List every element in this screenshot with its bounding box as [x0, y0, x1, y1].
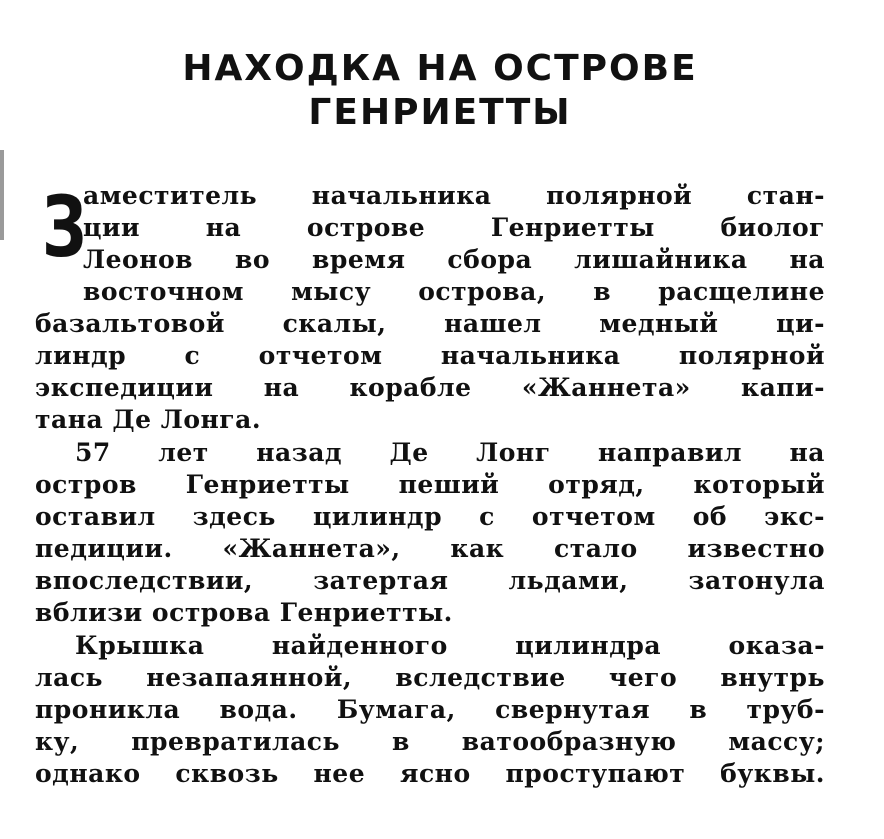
paragraph-line: оставил здесь цилиндр с отчетом об экс-: [35, 502, 825, 531]
paragraph-line: лась незапаянной, вследствие чего внутрь: [35, 663, 825, 692]
paragraph-line: впоследствии, затертая льдами, затонула: [35, 566, 825, 595]
paragraph-line: 57 лет назад Де Лонг направил на: [75, 438, 825, 467]
paragraph-line: тана Де Лонга.: [35, 405, 262, 434]
headline-line-1: НАХОДКА НА ОСТРОВЕ: [182, 48, 698, 89]
paragraph-line: педиции. «Жаннета», как стало известно: [35, 534, 825, 563]
paragraph-line: остров Генриетты пеший отряд, который: [35, 470, 825, 499]
paragraph-line: аместитель начальника полярной стан-: [83, 181, 825, 210]
paragraph-line: линдр с отчетом начальника полярной: [35, 341, 825, 370]
paragraph-line: однако сквозь нее ясно проступают буквы.: [35, 759, 825, 788]
paragraph-2: [35, 437, 825, 629]
page-edge-mark: [0, 150, 4, 240]
paragraph-3: [35, 630, 825, 790]
drop-cap: З: [42, 178, 87, 276]
paragraph-line: базальтовой скалы, нашел медный ци-: [35, 309, 825, 338]
paragraph-1: [35, 180, 825, 436]
headline-line-2: ГЕНРИЕТТЫ: [308, 92, 572, 133]
paragraph-line: вблизи острова Генриетты.: [35, 598, 453, 627]
paragraph-line: ку, превратилась в ватообразную массу;: [35, 727, 825, 756]
paragraph-line: Леонов во время сбора лишайника на: [83, 245, 825, 274]
paragraph-line: Крышка найденного цилиндра оказа-: [75, 631, 825, 660]
paragraph-line: ции на острове Генриетты биолог: [83, 213, 825, 242]
paragraph-line: восточном мысу острова, в расщелине: [83, 277, 825, 306]
paragraph-line: проникла вода. Бумага, свернутая в труб-: [35, 695, 825, 724]
paragraph-line: экспедиции на корабле «Жаннета» капи-: [35, 373, 825, 402]
